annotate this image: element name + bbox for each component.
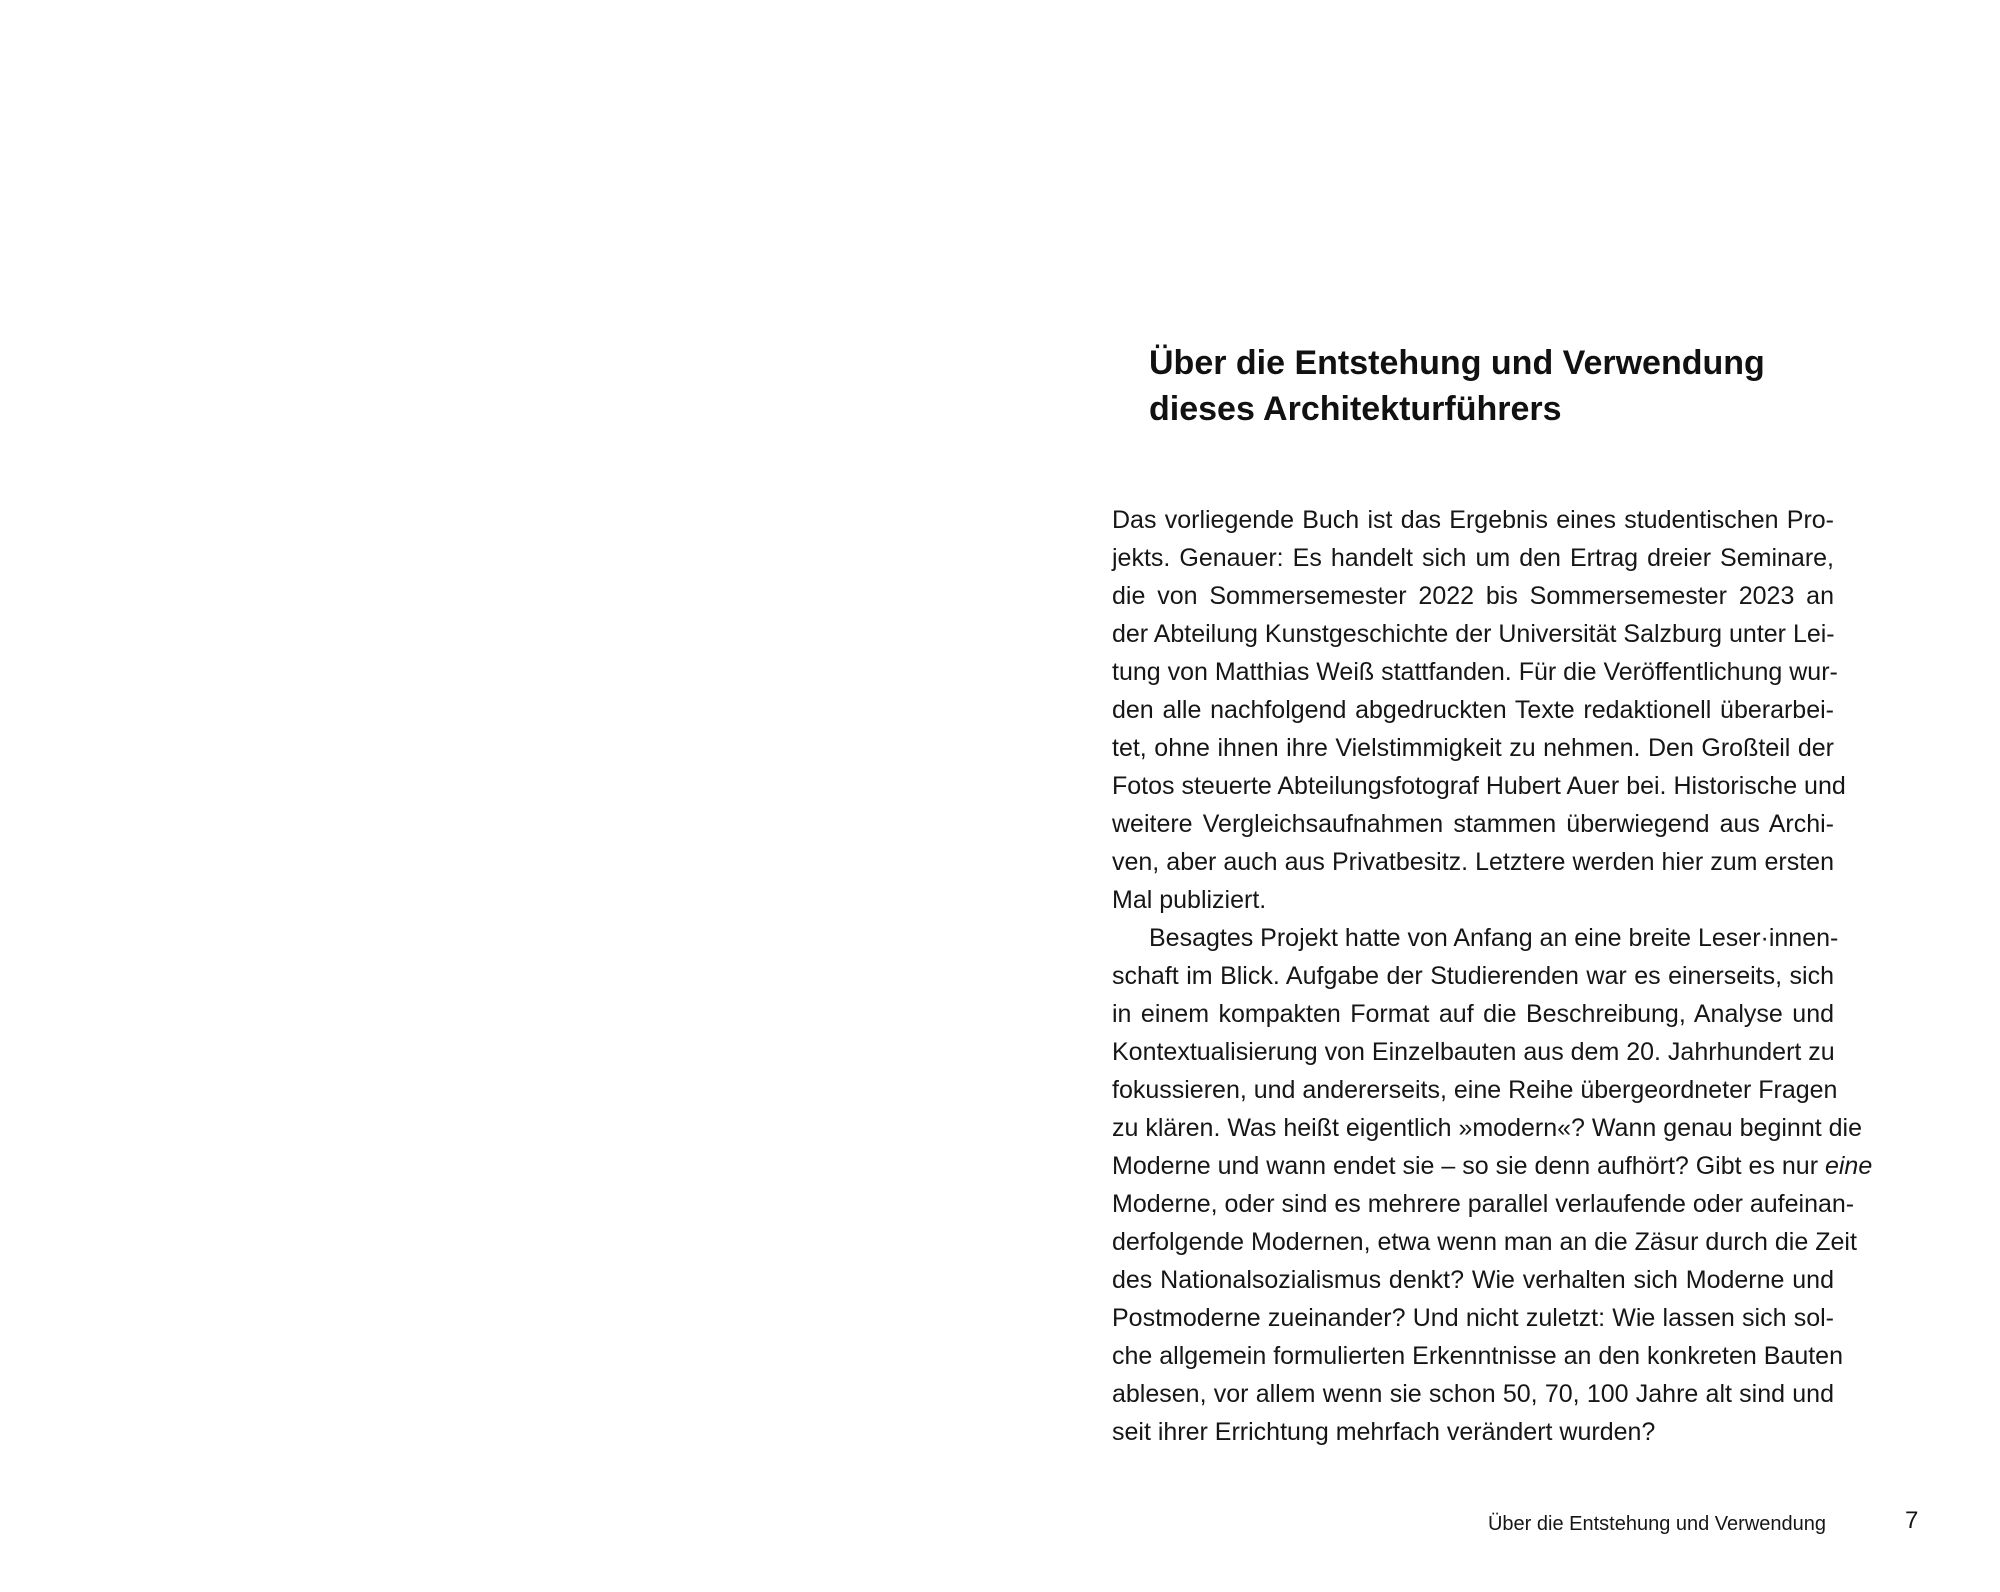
text-line: den alle nachfolgend abgedruckten Texte redaktionell überarbei- bbox=[1112, 696, 1834, 724]
text-line: Besagtes Projekt hatte von Anfang an eine breite Leser·innen- bbox=[1149, 924, 1839, 952]
text-line: jekts. Genauer: Es handelt sich um den Ertrag dreier Seminare, bbox=[1112, 544, 1834, 572]
text-line: die von Sommersemester 2022 bis Sommersemester 2023 an bbox=[1112, 582, 1834, 610]
text-line: Fotos steuerte Abteilungsfotograf Hubert Auer bei. Historische und bbox=[1112, 772, 1846, 800]
text-line: Das vorliegende Buch ist das Ergebnis eines studentischen Pro- bbox=[1112, 506, 1834, 534]
emphasis-word: eine bbox=[1824, 1152, 1873, 1180]
text-line: ablesen, vor allem wenn sie schon 50, 70, 100 Jahre alt sind und bbox=[1112, 1380, 1834, 1408]
text-line: schaft im Blick. Aufgabe der Studierenden war es einerseits, sich bbox=[1112, 962, 1834, 990]
text-line: der Abteilung Kunstgeschichte der Universität Salzburg unter Lei- bbox=[1112, 620, 1835, 648]
text-line: tung von Matthias Weiß stattfanden. Für die Veröffentlichung wur- bbox=[1112, 658, 1838, 686]
body-text bbox=[1112, 501, 1873, 1451]
running-footer: Über die Entstehung und Verwendung bbox=[1487, 1513, 1826, 1535]
text-line-with-emphasis bbox=[1112, 1147, 1873, 1185]
text-line: fokussieren, und andererseits, eine Reihe übergeordneter Fragen bbox=[1112, 1076, 1838, 1104]
text-line: in einem kompakten Format auf die Beschreibung, Analyse und bbox=[1112, 1000, 1834, 1028]
text-line-start: Moderne und wann endet sie – so sie denn aufhört? Gibt es nur bbox=[1112, 1152, 1825, 1180]
text-line: ven, aber auch aus Privatbesitz. Letztere werden hier zum ersten bbox=[1112, 848, 1834, 876]
text-line: Kontextualisierung von Einzelbauten aus dem 20. Jahrhundert zu bbox=[1112, 1038, 1835, 1066]
chapter-title-line-2: dieses Architekturführers bbox=[1149, 390, 1562, 428]
text-line: Mal publiziert. bbox=[1112, 886, 1267, 914]
text-line: zu klären. Was heißt eigentlich »modern«? Wann genau beginnt die bbox=[1112, 1114, 1862, 1142]
text-line: seit ihrer Errichtung mehrfach verändert wurden? bbox=[1112, 1418, 1656, 1446]
right-page bbox=[1000, 0, 2000, 1592]
chapter-title bbox=[1149, 340, 1869, 432]
text-line: derfolgende Modernen, etwa wenn man an die Zäsur durch die Zeit bbox=[1112, 1228, 1857, 1256]
text-line: Postmoderne zueinander? Und nicht zuletzt: Wie lassen sich sol- bbox=[1112, 1304, 1834, 1332]
page-number: 7 bbox=[1905, 1507, 1919, 1534]
text-line: des Nationalsozialismus denkt? Wie verhalten sich Moderne und bbox=[1112, 1266, 1834, 1294]
text-line: Moderne, oder sind es mehrere parallel verlaufende oder aufeinan- bbox=[1112, 1190, 1855, 1218]
text-line: tet, ohne ihnen ihre Vielstimmigkeit zu nehmen. Den Großteil der bbox=[1112, 734, 1834, 762]
text-line: che allgemein formulierten Erkenntnisse an den konkreten Bauten bbox=[1112, 1342, 1843, 1370]
text-line: weitere Vergleichsaufnahmen stammen überwiegend aus Archi- bbox=[1112, 810, 1834, 838]
chapter-title-line-1: Über die Entstehung und Verwendung bbox=[1149, 344, 1765, 382]
